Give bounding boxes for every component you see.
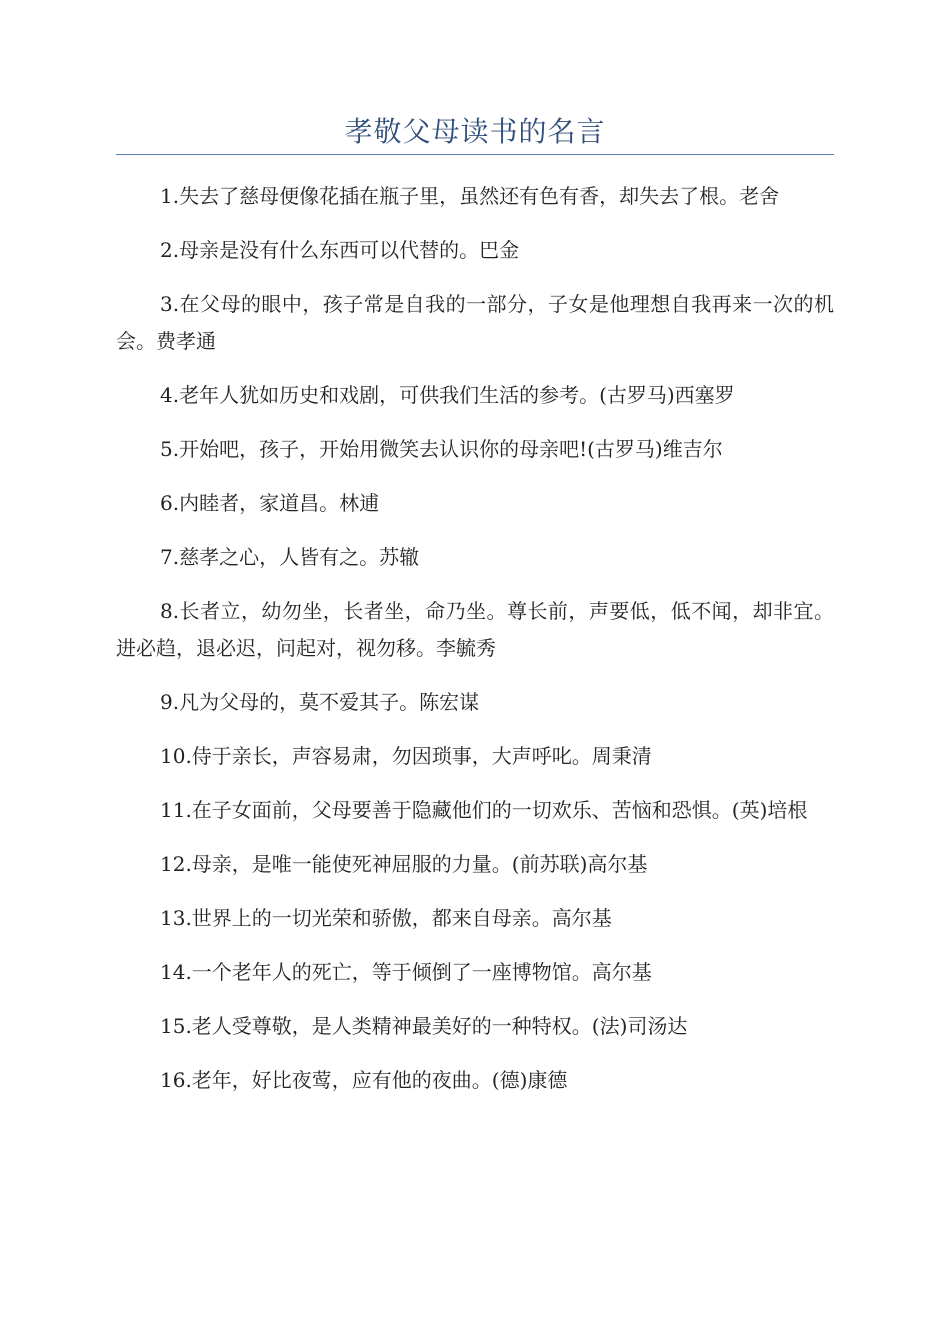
quote-item: 16.老年，好比夜莺，应有他的夜曲。(德)康德 xyxy=(160,1068,568,1092)
quote-item: 8.长者立，幼勿坐，长者坐，命乃坐。尊长前，声要低，低不闻，却非宜。进必趋，退必迟，问起对，视勿移。李毓秀 xyxy=(116,599,834,660)
quote-item: 7.慈孝之心，人皆有之。苏辙 xyxy=(160,545,420,569)
quote-item: 1.失去了慈母便像花插在瓶子里，虽然还有色有香，却失去了根。老舍 xyxy=(160,184,780,208)
quote-item: 11.在子女面前，父母要善于隐藏他们的一切欢乐、苦恼和恐惧。(英)培根 xyxy=(160,798,808,822)
quote-item: 12.母亲，是唯一能使死神屈服的力量。(前苏联)高尔基 xyxy=(160,852,648,876)
document-title: 孝敬父母读书的名言 xyxy=(344,115,606,148)
quote-item: 10.侍于亲长，声容易肃，勿因琐事，大声呼叱。周秉清 xyxy=(160,744,652,768)
quote-item: 2.母亲是没有什么东西可以代替的。巴金 xyxy=(160,238,520,262)
quote-list xyxy=(116,178,834,1116)
quote-item: 9.凡为父母的，莫不爱其子。陈宏谋 xyxy=(160,690,480,714)
quote-item: 3.在父母的眼中，孩子常是自我的一部分，子女是他理想自我再来一次的机会。费孝通 xyxy=(116,292,834,353)
quote-item: 4.老年人犹如历史和戏剧，可供我们生活的参考。(古罗马)西塞罗 xyxy=(160,383,735,407)
quote-item: 5.开始吧，孩子，开始用微笑去认识你的母亲吧!(古罗马)维吉尔 xyxy=(160,437,723,461)
quote-item: 6.内睦者，家道昌。林逋 xyxy=(160,491,380,515)
title-underline xyxy=(116,154,834,155)
quote-item: 14.一个老年人的死亡，等于倾倒了一座博物馆。高尔基 xyxy=(160,960,652,984)
quote-item: 15.老人受尊敬，是人类精神最美好的一种特权。(法)司汤达 xyxy=(160,1014,688,1038)
quote-item: 13.世界上的一切光荣和骄傲，都来自母亲。高尔基 xyxy=(160,906,612,930)
